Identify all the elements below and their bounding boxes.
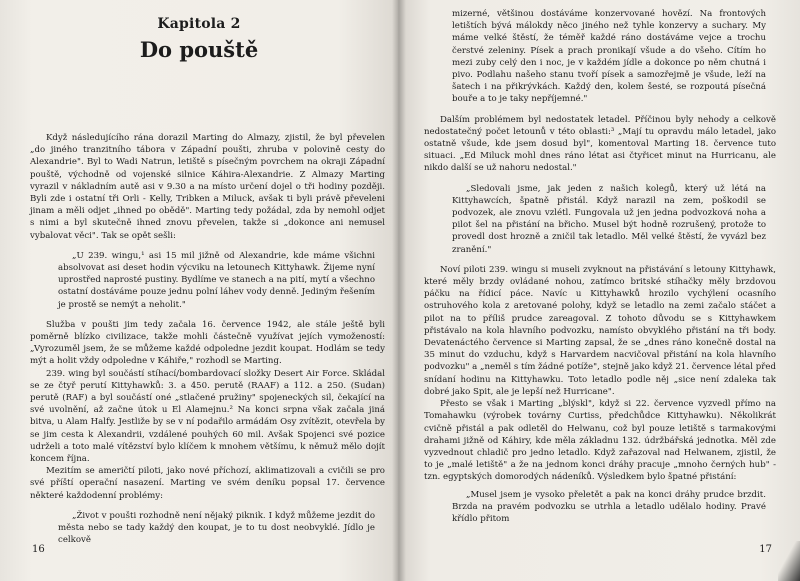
quote-paragraph: mizerné, většinou dostáváme konzervované hovězí. Na frontových letištích bývá málokdy něco jiného než tyhle konzervy a suchary. My máme velké štěstí, že téměř každé ráno dostáváme vejce a trochu čerstvé zeleniny. Písek a prach pronikají všude a do všeho. Cítím ho mezi zuby celý den i noc, je v každém jídle a dokonce po něm chutná i pivo. Podlahu našeho stanu tvoří písek a samozřejmě je všude, leží na šatech i na přikrývkách. Každý den, kolem šesté, se rozpoutá písečná bouře a to je taky nepříjemné.": [452, 9, 766, 105]
paragraph: 239. wing byl součástí stíhací/bombardovací složky Desert Air Force. Skládal se ze čtyř perutí Kittyhawků: 3. a 450. perutě (RAAF) a 112. a 250. (Sudan) perutě (RAF) a byl součástí oné „stlačené pružiny" spojeneckých sil, čekající na své uvolnění, až začne útok u El Alamejnu.² Na konci srpna však začala jiná bitva, u Alam Halfy. Jestliže by se v ní podařilo armádám Osy zvítězit, otevřela by se jim cesta k Alexandrii, vzdálené pouhých 60 mil. Avšak Spojenci své pozice udrželi a toto malé vítězství bylo klíčem k mnohem většímu, k němuž mělo dojít koncem října.: [30, 368, 385, 465]
paragraph: Noví piloti 239. wingu si museli zvyknout na přistávání s letouny Kittyhawk, které měly brzdy ovládané nohou, zatímco britské stíhačky měly brzdovou páčku na řídicí páce. Navíc u Kittyhawků hrozilo vychýlení ocasního ostruhového kola z aretované polohy, když se letadlo na zemi začalo stáčet a pilot na to příliš prudce zareagoval. Z tohoto důvodu se s Kittyhawkem přistávalo na kola hlavního podvozku, namísto obvyklého přistání na tři body. Devatenáctého července si Marting zapsal, že se „dnes ráno konečně dostal na 35 minut do vzduchu, když s Harvardem nacvičoval přistání na kola hlavního podvozku" a „neměl s tím žádné potíže", stejně jako když 21. července létal před snídaní hodinu na Kittyhawku. Toto letadlo podle něj „sice není zdaleka tak dobré jako Spit, ale je lepší než Hurricane".: [424, 264, 776, 397]
chapter-number: Kapitola 2: [157, 16, 241, 32]
right-page-body: [424, 8, 776, 525]
paragraph: Služba v poušti jim tedy začala 16. července 1942, ale stále ještě byli poměrně blízko civilizace, takže mohli částečně využívat jejích vymožeností: „Vyrozuměl jsem, že se můžeme každé odpoledne jezdit koupat. Hodlám se tedy mýt a holit vždy odpoledne v Káhiře," rozhodl se Marting.: [30, 319, 385, 367]
paragraph: Mezitím se američtí piloti, jako nové příchozí, aklimatizovali a cvičili se pro své příští operační nasazení. Marting ve svém deníku popsal 17. července některé každodenní problémy:: [30, 466, 385, 501]
page-number: 17: [759, 544, 772, 555]
quote-paragraph: „U 239. wingu,¹ asi 15 mil jižně od Alexandrie, kde máme všichni absolvovat asi deset hodin výcviku na letounech Kittyhawk. Žijeme nyní uprostřed naprosté pustiny. Bydlíme ve stanech a na pití, mytí a všechno ostatní dostáváme pouze jednu polní láhev vody denně. Jediným řešením je prostě se nemýt a neholit.": [58, 250, 375, 310]
quote-paragraph: „Musel jsem je vysoko přeletět a pak na konci dráhy prudce brzdit. Brzda na pravém podvozku se utrhla a letadlo udělalo hodiny. Pravé křídlo přitom: [452, 489, 766, 524]
left-page: [0, 0, 398, 581]
left-page-body: [30, 132, 385, 547]
paragraph: Když následujícího rána dorazil Marting do Almazy, zjistil, že byl převelen „do jiného tranzitního tábora v Západní poušti, zhruba v polovině cesty do Alexandrie". Byl to Wadi Natrun, letiště s písečným povrchem na okraji Západní pouště, východně od vojenské silnice Káhira-Alexandrie. Z Almazy Marting vyrazil v nákladním autě asi v 9.30 a na místo určení dojel o tři hodiny později. Byli zde i ostatní tři Orli - Kelly, Tribken a Miluck, avšak ti byli právě převeleni jinam a měli odjet „ihned po obědě". Marting tedy požádal, zda by nemohl odjet s nimi a byl skutečně ihned znovu převelen, takže si „dokonce ani nemusel vybalovat věci". Tak se opět sešli:: [30, 133, 385, 241]
paragraph: Dalším problémem byl nedostatek letadel. Příčinou byly nehody a celkově nedostatečný počet letounů v této oblasti:³ „Mají tu opravdu málo letadel, jako ostatně všude, kde jsem dosud byl", komentoval Marting 18. července tuto situaci. „Ed Miluck mohl dnes ráno létat asi čtyřicet minut na Hurricanu, ale nikdo další se už nahoru nedostal.": [424, 114, 776, 174]
book-gutter: [392, 0, 406, 581]
quote-paragraph: „Život v poušti rozhodně není nějaký piknik. I když můžeme jezdit do města nebo se tady každý den koupat, je to tu dost neobvyklé. Jídlo je celkově: [58, 510, 375, 546]
paragraph: Přesto se však i Marting „blýskl", když si 22. července vyzvedl přímo na Tomahawku (výrobek továrny Curtiss, předchůdce Kittyhawku). Několikrát cvičně přistál a pak odletěl do Helwanu, což byl pouze letiště s tarmakovými drahami jižně od Káhiry, kde měla základnu 132. údržbářská jednotka. Měl zde vyzvednout chladič pro jedno letadlo. Když zařazoval nad Helwanem, zjistil, že to je „malé letiště" a že na jednom konci dráhy pracuje „mnoho černých hub" - tzn. egyptských domorodých nádeníků. Výsledkem bylo špatné přistání:: [424, 399, 776, 483]
chapter-title: Do pouště: [139, 37, 259, 62]
quote-paragraph: „Sledovali jsme, jak jeden z našich kolegů, který už létá na Kittyhawcích, špatně přistál. Když narazil na zem, poškodil se podvozek, ale znovu vzlétl. Fungovala už jen jedna podvozková noha a pilot šel na přistání na břicho. Musel být hodně rozrušený, protože to provedl dost hrozně a zničil tak letadlo. Měl velké štěstí, že vyvázl bez zranění.": [452, 183, 766, 255]
right-page: [398, 0, 800, 581]
page-corner-shadow: [778, 541, 800, 581]
page-number: 16: [32, 544, 45, 555]
